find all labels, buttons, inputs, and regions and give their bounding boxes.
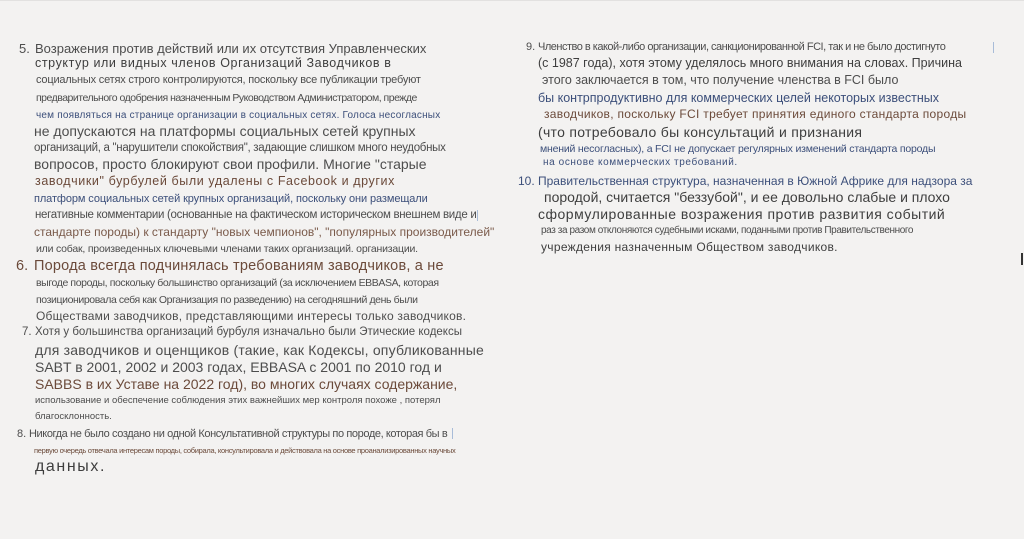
- text-line: этого заключается в том, что получение членства в FCI было: [542, 73, 899, 87]
- text-line: мнений несогласных), а FCI не допускает регулярных изменений стандарта породы: [540, 143, 936, 155]
- text-line: сформулированные возражения против развития событий: [538, 206, 946, 222]
- text-line: учреждения назначенным Обществом заводчиков.: [541, 240, 838, 254]
- text-line: Возражения против действий или их отсутствия Управленческих: [35, 41, 427, 56]
- text-line: Хотя у большинства организаций бурбуля изначально были Этические кодексы: [35, 326, 462, 338]
- text-line: (с 1987 года), хотя этому уделялось много внимания на словах. Причина: [538, 56, 962, 70]
- text-line: бы контрпродуктивно для коммерческих целей некоторых известных: [538, 91, 939, 105]
- text-line: негативные комментарии (основанные на фактическом историческом внешнем виде и: [35, 209, 477, 221]
- item-number: 9.: [526, 41, 536, 53]
- text-line: не допускаются на платформы социальных сетей крупных: [34, 123, 416, 139]
- item-number: 7.: [22, 326, 32, 338]
- text-line: организаций, а "нарушители спокойствия", задающие слишком много неудобных: [34, 142, 446, 154]
- text-line: на основе коммерческих требований.: [543, 157, 738, 168]
- text-line: (что потребовало бы консультаций и признания: [538, 124, 863, 140]
- text-line: для заводчиков и оценщиков (такие, как Кодексы, опубликованные: [35, 342, 484, 358]
- item-number: 6.: [16, 258, 29, 274]
- text-cursor-mark: [477, 210, 478, 221]
- text-line: Правительственная структура, назначенная в Южной Африке для надзора за: [538, 174, 973, 188]
- text-line: стандарте породы) к стандарту "новых чемпионов", "популярных производителей": [34, 225, 495, 239]
- text-line: позиционировала себя как Организация по разведению) на сегодняшний день были: [36, 294, 418, 306]
- text-line: Порода всегда подчинялась требованиям заводчиков, а не: [34, 258, 444, 274]
- text-line: социальных сетях строго контролируются, поскольку все публикации требуют: [36, 74, 421, 86]
- text-line: Членство в какой-либо организации, санкционированной FCI, так и не было достигнуто: [538, 41, 946, 53]
- text-line: породой, считается "беззубой", и ее довольно слабые и плохо: [544, 189, 950, 205]
- item-number: 5.: [19, 41, 30, 56]
- item-number: 8.: [17, 428, 27, 440]
- text-line: предварительного одобрения назначенным Руководством Администратором, прежде: [36, 92, 417, 104]
- text-line: раз за разом отклоняются судебными исками, поданными против Правительственного: [541, 225, 914, 236]
- text-line: SABBS в их Уставе на 2022 год), во многих случаях содержание,: [35, 376, 458, 392]
- text-line: благосклонность.: [35, 411, 112, 422]
- text-line: или собак, произведенных ключевыми членами таких организаций. организации.: [36, 243, 418, 255]
- text-line: вопросов, просто блокируют свои профили. Многие "старые: [34, 156, 427, 172]
- edge-mark: [1021, 253, 1023, 265]
- text-line: Никогда не было создано ни одной Консультативной структуры по породе, которая бы в: [29, 428, 448, 440]
- text-line: платформ социальных сетей крупных организаций, поскольку они размещали: [34, 193, 428, 205]
- text-line: Обществами заводчиков, представляющими интересы только заводчиков.: [36, 309, 467, 323]
- text-cursor-mark: [993, 42, 994, 53]
- text-line: структур или видных членов Организаций Заводчиков в: [35, 56, 392, 70]
- item-number: 10.: [518, 174, 535, 188]
- text-line: чем появляться на странице организации в социальных сетях. Голоса несогласных: [36, 110, 441, 121]
- text-cursor-mark: [452, 428, 453, 439]
- text-line: выгоде породы, поскольку большинство организаций (за исключением EBBASA, которая: [36, 277, 439, 289]
- text-line: заводчики" бурбулей были удалены с Facebook и других: [35, 174, 395, 188]
- text-line: данных.: [35, 458, 107, 475]
- text-line: заводчиков, поскольку FCI требует принятия единого стандарта породы: [544, 107, 967, 121]
- text-line: SABT в 2001, 2002 и 2003 годах, EBBASA с 2001 по 2010 год и: [35, 359, 442, 375]
- text-line: использование и обеспечение соблюдения этих важнейших мер контроля похоже , потерял: [35, 395, 441, 406]
- top-border: [0, 0, 1024, 1]
- text-line: первую очередь отвечала интересам породы, собирала, консультировала и действовала на основе проанализированных научных: [34, 446, 456, 455]
